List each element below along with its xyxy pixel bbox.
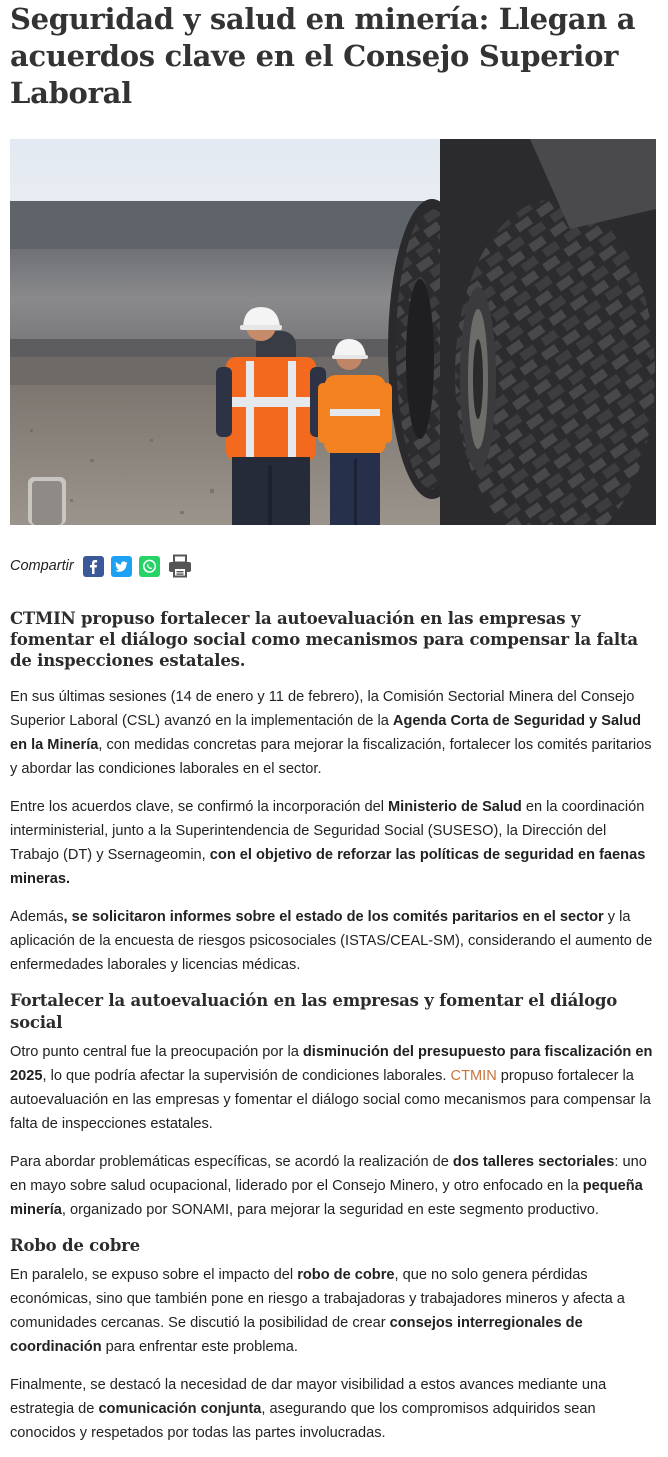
article-lead: CTMIN propuso fortalecer la autoevaluación en las empresas y fomentar el diálogo social como mecanismos para compensar la falta de inspecciones estatales. <box>10 609 638 670</box>
facebook-icon[interactable] <box>83 556 104 577</box>
paragraph-3: Además, se solicitaron informes sobre el estado de los comités paritarios en el sector y la aplicación de la encuesta de riesgos psicosociales (ISTAS/CEAL-SM), considerando el aumento de enfermedades laborales y licencias médicas. <box>10 909 653 973</box>
paragraph-2: Entre los acuerdos clave, se confirmó la incorporación del Ministerio de Salud en la coordinación interministerial, junto a la Superintendencia de Seguridad Social (SUSESO), la Dirección del Trabajo (DT) y Ssernageomin, con el objetivo de reforzar las políticas de seguridad en faenas mineras. <box>10 799 646 887</box>
hero-image <box>10 139 656 525</box>
print-icon[interactable] <box>167 556 193 577</box>
paragraph-1: En sus últimas sesiones (14 de enero y 11 de febrero), la Comisión Sectorial Minera del Consejo Superior Laboral (CSL) avanzó en la implementación de la Agenda Corta de Seguridad y Salud en la Minería, con medidas concretas para mejorar la fiscalización, fortalecer los comités paritarios y abordar las condiciones laborales en el sector. <box>10 689 652 777</box>
paragraph-6: En paralelo, se expuso sobre el impacto del robo de cobre, que no solo genera pérdidas económicas, sino que también pone en riesgo a trabajadoras y trabajadores mineros y afecta a comunidades cercanas. Se discutió la posibilidad de crear consejos interregionales de coordinación para enfrentar este problema. <box>10 1267 625 1355</box>
paragraph-4: Otro punto central fue la preocupación por la disminución del presupuesto para fiscalización en 2025, lo que podría afectar la supervisión de condiciones laborales. CTMIN propuso fortalecer la autoevaluación en las empresas y fomentar el diálogo social como mecanismos para compensar la falta de inspecciones estatales. <box>10 1044 653 1132</box>
whatsapp-icon[interactable] <box>139 556 160 577</box>
ctmin-link[interactable]: CTMIN <box>450 1068 497 1084</box>
twitter-icon[interactable] <box>111 556 132 577</box>
section-heading-autoevaluacion: Fortalecer la autoevaluación en las empresas y fomentar el diálogo social <box>10 991 618 1032</box>
article-title: Seguridad y salud en minería: Llegan a acuerdos clave en el Consejo Superior Laboral <box>10 2 636 110</box>
paragraph-5: Para abordar problemáticas específicas, se acordó la realización de dos talleres sectoriales: uno en mayo sobre salud ocupacional, liderado por el Consejo Minero, y otro enfocado en la pequeña minería, organizado por SONAMI, para mejorar la seguridad en este segmento productivo. <box>10 1154 647 1218</box>
share-label: Compartir <box>10 558 74 574</box>
section-heading-robo-de-cobre: Robo de cobre <box>10 1236 140 1255</box>
article <box>10 0 658 1445</box>
share-bar <box>10 553 658 579</box>
paragraph-7: Finalmente, se destacó la necesidad de dar mayor visibilidad a estos avances mediante una estrategia de comunicación conjunta, asegurando que los compromisos adquiridos sean conocidos y respetados por todas las partes involucradas. <box>10 1377 607 1441</box>
